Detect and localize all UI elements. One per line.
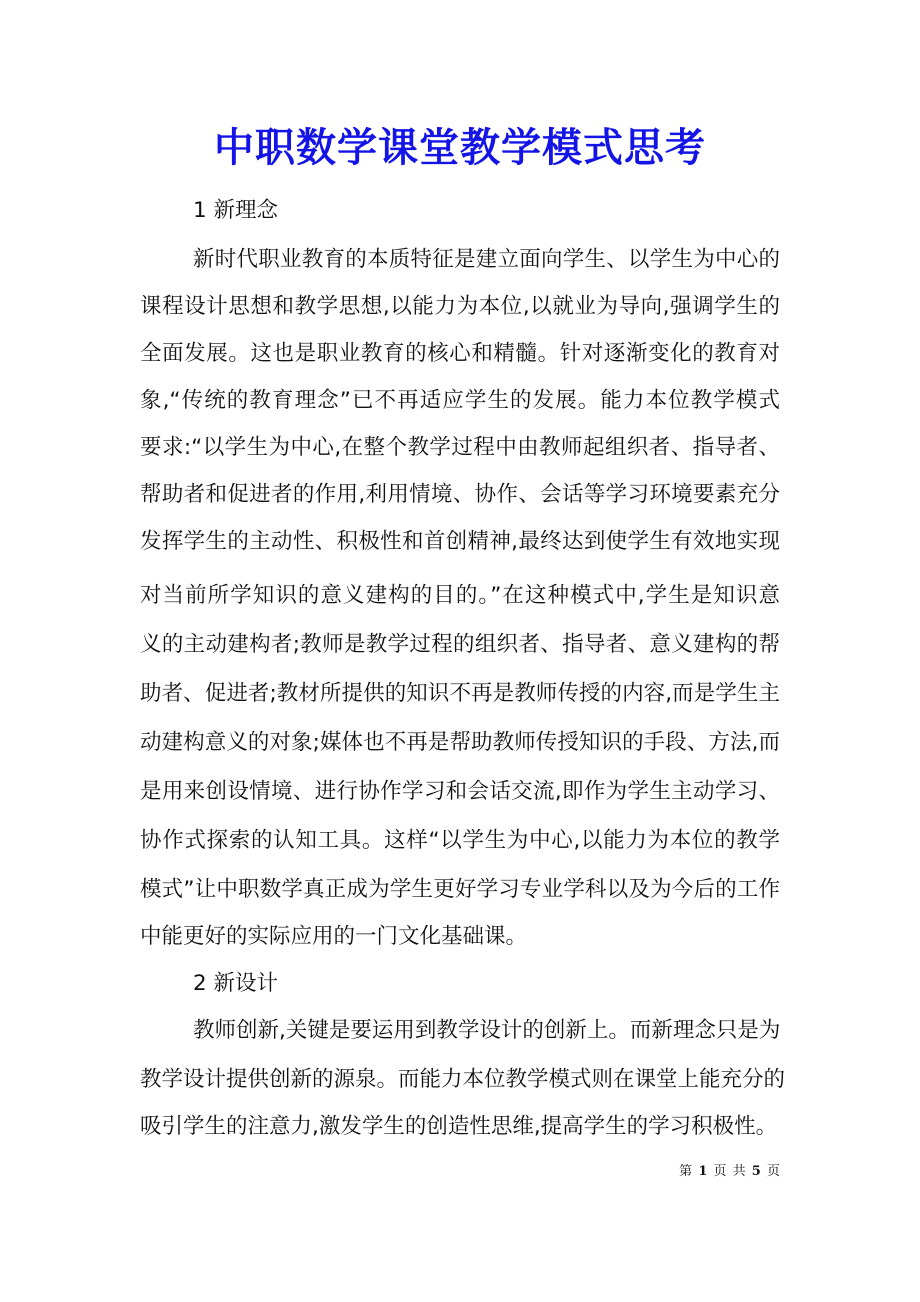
paragraph-line: 象,“传统的教育理念”已不再适应学生的发展。能力本位教学模式 (140, 388, 780, 413)
footer-suffix: 页 (766, 1164, 780, 1179)
paragraph-line: 教师创新,关键是要运用到教学设计的创新上。而新理念只是为 (193, 1018, 781, 1043)
paragraph-line: 助者、促进者;教材所提供的知识不再是教师传授的内容,而是学生主 (140, 681, 780, 706)
paragraph-line: 发挥学生的主动性、积极性和首创精神,最终达到使学生有效地实现 (140, 529, 780, 554)
paragraph-line: 是用来创设情境、进行协作学习和会话交流,即作为学生主动学习、 (140, 779, 780, 804)
paragraph-line: 全面发展。这也是职业教育的核心和精髓。针对逐渐变化的教育对 (140, 341, 780, 366)
paragraph-line: 吸引学生的注意力,激发学生的创造性思维,提高学生的学习积极性。 (140, 1114, 778, 1139)
paragraph-line: 要求:“以学生为中心,在整个教学过程中由教师起组织者、指导者、 (140, 435, 780, 460)
paragraph-line: 义的主动建构者;教师是教学过程的组织者、指导者、意义建构的帮 (140, 632, 780, 657)
paragraph-line: 帮助者和促进者的作用,利用情境、协作、会话等学习环境要素充分 (140, 482, 780, 507)
paragraph-line: 新时代职业教育的本质特征是建立面向学生、以学生为中心的 (193, 247, 780, 272)
footer-prefix: 第 (679, 1164, 693, 1179)
section-heading: 1 新理念 (193, 198, 279, 223)
paragraph-line: 教学设计提供创新的源泉。而能力本位教学模式则在课堂上能充分的 (140, 1067, 786, 1092)
paragraph-line: 中能更好的实际应用的一门文化基础课。 (140, 924, 528, 949)
paragraph-line: 对当前所学知识的意义建构的目的。”在这种模式中,学生是知识意 (140, 583, 780, 608)
paragraph-line: 协作式探索的认知工具。这样“以学生为中心,以能力为本位的教学 (140, 828, 780, 853)
page-number-footer (679, 1162, 780, 1182)
paragraph-line: 课程设计思想和教学思想,以能力为本位,以就业为导向,强调学生的 (140, 294, 780, 319)
footer-middle: 页 共 (713, 1164, 746, 1179)
current-page-number: 1 (698, 1164, 708, 1179)
document-title: 中职数学课堂教学模式思考 (214, 124, 706, 171)
paragraph-line: 模式”让中职数学真正成为学生更好学习专业学科以及为今后的工作 (140, 877, 780, 902)
section-heading: 2 新设计 (193, 971, 279, 996)
total-page-count: 5 (751, 1164, 761, 1179)
paragraph-line: 动建构意义的对象;媒体也不再是帮助教师传授知识的手段、方法,而 (140, 730, 780, 755)
